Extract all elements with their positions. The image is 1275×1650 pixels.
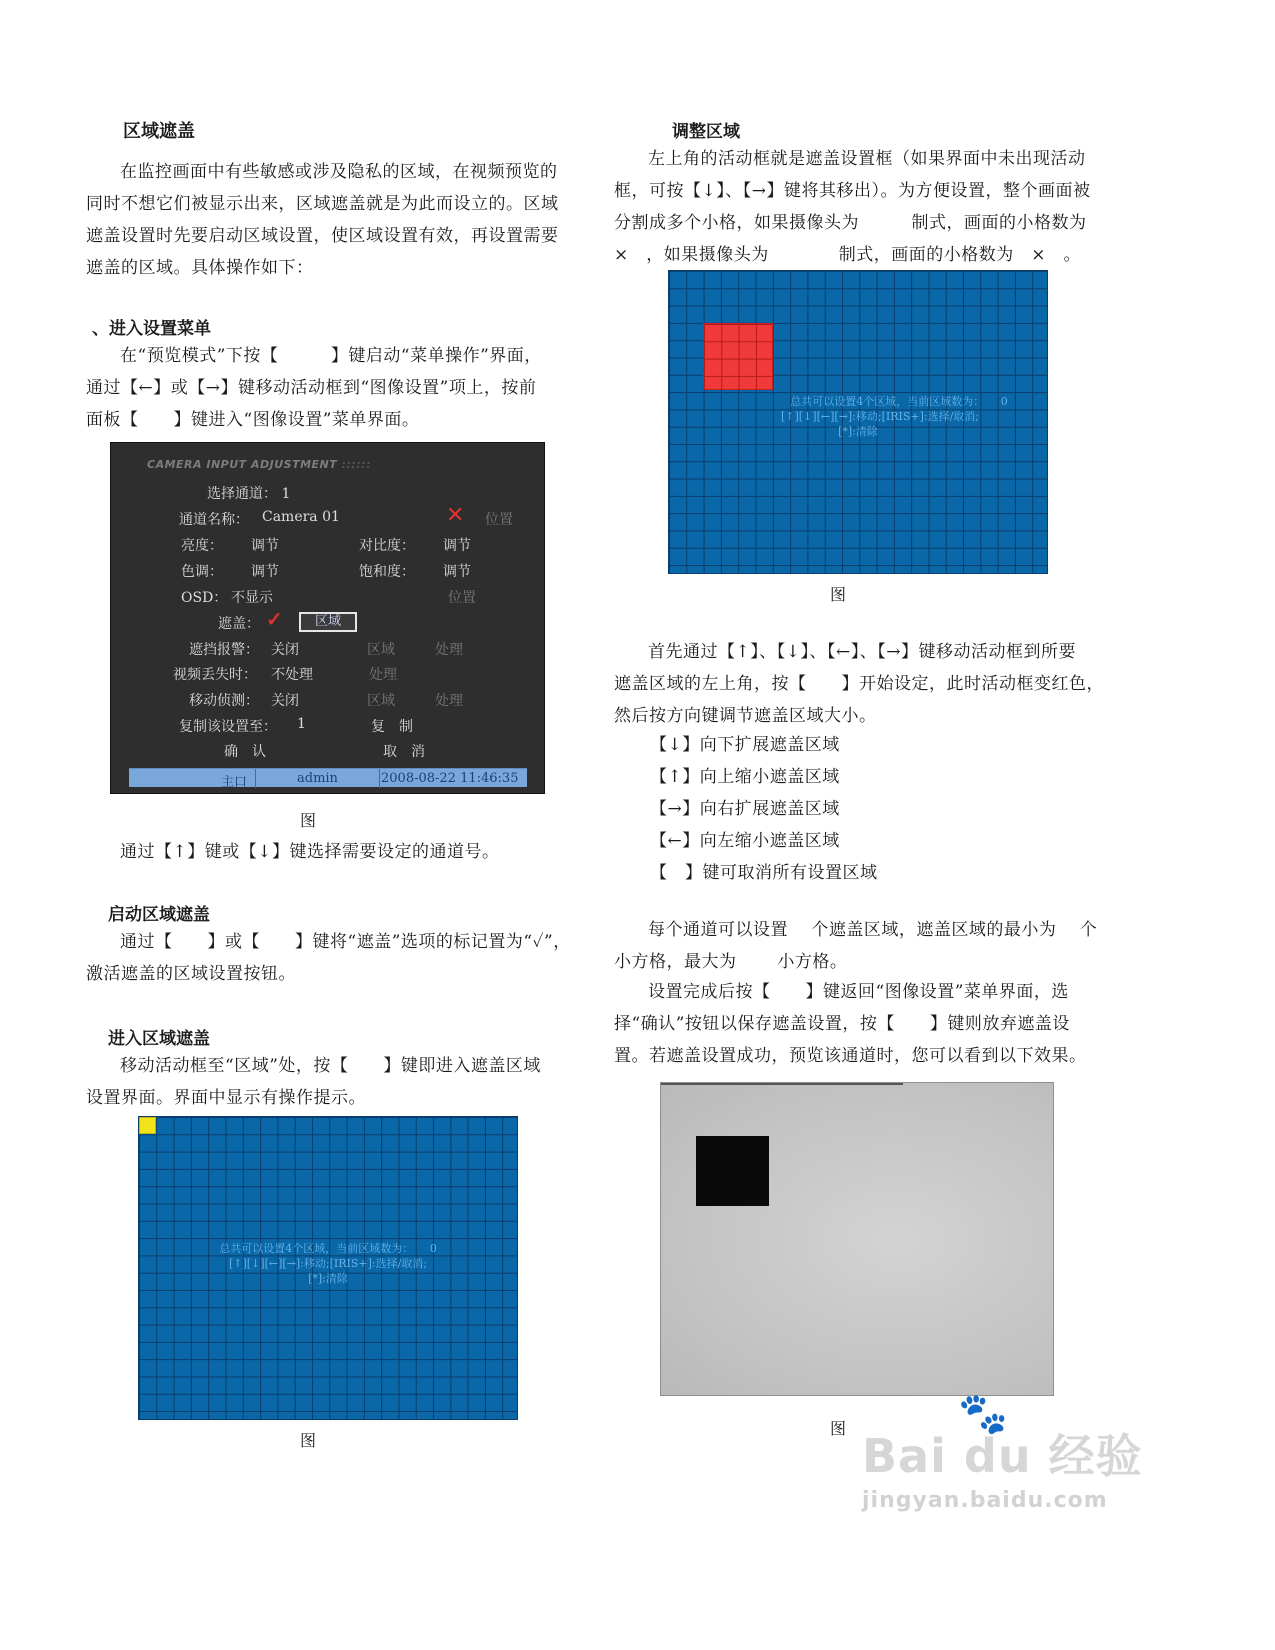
figure-caption: 图 — [300, 1431, 317, 1450]
close-icon[interactable]: ✕ — [446, 503, 465, 528]
mask-region[interactable] — [703, 323, 773, 390]
status-divider — [255, 769, 256, 788]
limits-line: 小方格，最大为 小方格。 — [614, 952, 848, 972]
preview-top-edge — [661, 1083, 903, 1085]
key-item: 【 】键可取消所有设置区域 — [650, 863, 878, 883]
adjust-line: 框，可按【↓】、【→】键将其移出）。为方便设置，整个画面被 — [614, 181, 1091, 201]
confirm-button[interactable]: 确 认 — [224, 744, 266, 760]
camera-menu-screenshot — [110, 442, 545, 794]
brightness-label: 亮度： — [181, 538, 223, 554]
checkmark-icon[interactable]: ✓ — [266, 607, 283, 631]
motion-area[interactable]: 区域 — [367, 693, 395, 709]
key-item: 【→】向右扩展遮盖区域 — [650, 799, 840, 819]
key-item: 【←】向左缩小遮盖区域 — [650, 831, 840, 851]
cancel-button[interactable]: 取 消 — [383, 744, 425, 760]
channel-name-label: 通道名称： — [179, 512, 249, 528]
finish-line: 设置完成后按【 】键返回“图像设置”菜单界面，选 — [648, 982, 1069, 1002]
block-alarm-area[interactable]: 区域 — [367, 642, 395, 658]
saturation-label: 饱和度： — [359, 564, 415, 580]
masked-area — [696, 1136, 769, 1206]
mask-grid-screen — [668, 270, 1048, 574]
adjust-line: 左上角的活动框就是遮盖设置框（如果界面中未出现活动 — [648, 149, 1086, 169]
copy-button[interactable]: 复 制 — [371, 719, 413, 735]
position-option[interactable]: 位置 — [485, 512, 513, 528]
copy-to-channel[interactable]: 1 — [297, 716, 306, 732]
step2-line: 通过【 】或【 】键将“遮盖”选项的标记置为“✓”， — [120, 932, 571, 952]
status-user: admin — [297, 771, 338, 786]
video-loss-process[interactable]: 处理 — [369, 667, 397, 683]
section-title: 调整区域 — [672, 122, 740, 142]
status-bar — [129, 768, 527, 790]
intro-line: 遮盖设置时先要启动区域设置，使区域设置有效，再设置需要 — [86, 226, 559, 246]
section-title: 区域遮盖 — [123, 121, 195, 142]
step2-line: 激活遮盖的区域设置按钮。 — [86, 964, 296, 984]
block-alarm-value[interactable]: 关闭 — [271, 642, 299, 658]
intro-paragraph — [86, 156, 559, 284]
baidu-watermark-logo: Bai du 经验 — [862, 1429, 1143, 1483]
paw-icon: 🐾 — [958, 1391, 1008, 1437]
video-loss-value[interactable]: 不处理 — [271, 667, 313, 683]
figure-note: 通过【↑】键或【↓】键选择需要设定的通道号。 — [120, 842, 500, 862]
hue-label: 色调： — [181, 564, 223, 580]
figure-caption: 图 — [300, 811, 317, 830]
intro-line: 遮盖的区域。具体操作如下： — [86, 258, 314, 278]
adjust-line: 分割成多个小格，如果摄像头为 制式，画面的小格数为 — [614, 213, 1087, 233]
figure-caption: 图 — [830, 585, 847, 604]
channel-select[interactable]: 选择通道： 1 — [207, 486, 291, 502]
adjust-line: × ，如果摄像头为 制式，画面的小格数为 × 。 — [614, 245, 1081, 265]
key-item: 【↓】向下扩展遮盖区域 — [650, 735, 840, 755]
area-button[interactable]: 区域 — [299, 612, 357, 632]
video-loss-label: 视频丢失时： — [173, 667, 257, 683]
procedure-line: 首先通过【↑】、【↓】、【←】、【→】键移动活动框到所要 — [648, 642, 1076, 662]
status-main-port: 主口 — [221, 775, 248, 790]
motion-label: 移动侦测： — [189, 693, 259, 709]
status-time: 2008-08-22 11:46:35 — [381, 771, 519, 786]
finish-line: 置。若遮盖设置成功，预览该通道时，您可以看到以下效果。 — [614, 1046, 1087, 1066]
osd-position[interactable]: 位置 — [448, 590, 476, 606]
key-item: 【↑】向上缩小遮盖区域 — [650, 767, 840, 787]
finish-paragraph — [614, 976, 1087, 1072]
step2-heading: 启动区域遮盖 — [108, 905, 210, 925]
baidu-watermark-url: jingyan.baidu.com — [862, 1488, 1108, 1513]
grid-hint-line: 总共可以设置4个区域，当前区域数为： 0 — [219, 1242, 437, 1255]
intro-line: 同时不想它们被显示出来，区域遮盖就是为此而设立的。区域 — [86, 194, 559, 214]
brightness-adjust[interactable]: 调节 — [251, 538, 279, 554]
limits-line: 每个通道可以设置 个遮盖区域，遮盖区域的最小为 个 — [648, 920, 1098, 940]
motion-process[interactable]: 处理 — [435, 693, 463, 709]
step3-line: 设置界面。界面中显示有操作提示。 — [86, 1088, 366, 1108]
grid-hint-line: [*]:清除 — [838, 425, 878, 438]
step2-paragraph — [86, 926, 571, 990]
procedure-line: 遮盖区域的左上角，按【 】开始设定，此时活动框变红色， — [614, 674, 1104, 694]
mask-grid-screen — [138, 1116, 518, 1420]
step1-heading: 、进入设置菜单 — [92, 319, 211, 339]
menu-title: CAMERA INPUT ADJUSTMENT :::::: — [147, 458, 371, 471]
intro-line: 在监控画面中有些敏感或涉及隐私的区域，在视频预览的 — [120, 162, 558, 182]
grid-hint-line: [*]:清除 — [308, 1272, 348, 1285]
active-cursor[interactable] — [139, 1117, 156, 1134]
grid-hint-line: 总共可以设置4个区域，当前区域数为： 0 — [790, 395, 1008, 408]
grid-hint-line: [↑][↓][←][→]:移动;[IRIS+]:选择/取消; — [228, 1257, 428, 1270]
mask-label: 遮盖： — [218, 616, 260, 632]
block-alarm-process[interactable]: 处理 — [435, 642, 463, 658]
step1-paragraph — [86, 340, 542, 436]
procedure-line: 然后按方向键调节遮盖区域大小。 — [614, 706, 877, 726]
procedure-paragraph — [614, 636, 1104, 732]
preview-result-screen — [660, 1082, 1054, 1396]
osd-value[interactable]: 不显示 — [231, 590, 273, 606]
copy-to-label: 复制该设置至： — [179, 719, 277, 735]
contrast-label: 对比度： — [359, 538, 415, 554]
step3-line: 移动活动框至“区域”处，按【 】键即进入遮盖区域 — [120, 1056, 541, 1076]
hue-adjust[interactable]: 调节 — [251, 564, 279, 580]
contrast-adjust[interactable]: 调节 — [443, 538, 471, 554]
saturation-adjust[interactable]: 调节 — [443, 564, 471, 580]
figure-caption: 图 — [830, 1419, 847, 1438]
osd-label: OSD： — [181, 590, 228, 606]
key-list — [650, 729, 878, 889]
motion-value[interactable]: 关闭 — [271, 693, 299, 709]
channel-name-value[interactable]: Camera 01 — [262, 509, 340, 525]
step3-paragraph — [86, 1050, 541, 1114]
step1-line: 面板【 】键进入“图像设置”菜单界面。 — [86, 410, 420, 430]
limits-paragraph — [614, 914, 1097, 978]
adjust-paragraph — [614, 143, 1091, 271]
block-alarm-label: 遮挡报警： — [189, 642, 259, 658]
status-divider — [379, 769, 380, 788]
step1-line: 在“预览模式”下按【 】键启动“菜单操作”界面， — [120, 346, 542, 366]
finish-line: 择“确认”按钮以保存遮盖设置，按【 】键则放弃遮盖设 — [614, 1014, 1070, 1034]
step3-heading: 进入区域遮盖 — [108, 1029, 210, 1049]
step1-line: 通过【←】或【→】键移动活动框到“图像设置”项上，按前 — [86, 378, 537, 398]
grid-hint-line: [↑][↓][←][→]:移动;[IRIS+]:选择/取消; — [780, 410, 980, 423]
